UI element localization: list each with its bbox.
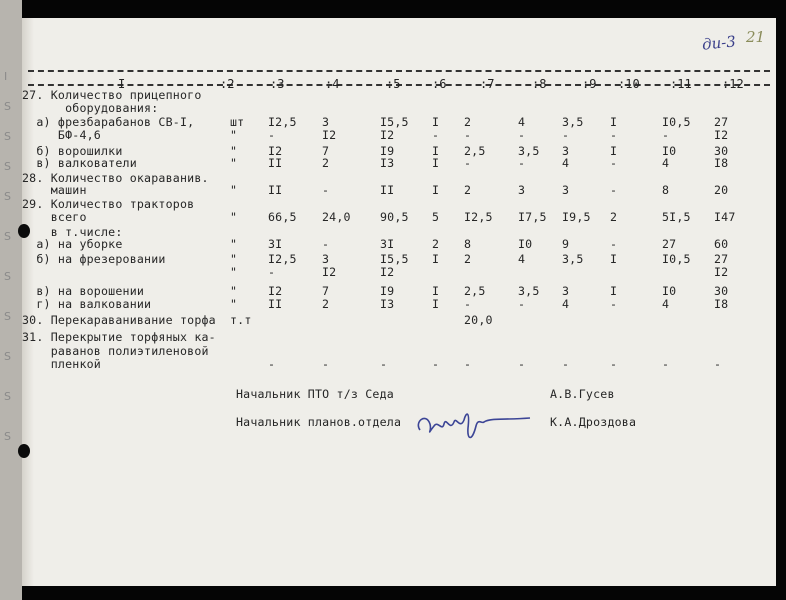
row-label: 28. Количество окараванив. [22,171,209,185]
table-cell: - [518,297,526,311]
row-label: в т.числе: [22,225,123,239]
table-cell: - [432,357,440,371]
col-header: :7 [480,77,495,91]
row-label: БФ-4,6 [22,128,101,142]
table-cell: 2 [464,115,472,129]
table-cell: I [432,252,440,266]
table-cell: - [380,357,388,371]
chief-title: Начальник ПТО т/з Седа [236,387,394,401]
table-cell: 30 [714,284,729,298]
table-cell: 27 [662,237,677,251]
row-label: б) ворошилки [22,144,123,158]
table-cell: - [518,156,526,170]
table-cell: 3 [562,144,570,158]
table-cell: - [464,156,472,170]
row-unit: " [230,210,238,224]
row-label: пленкой [22,357,101,371]
table-cell: I2 [322,128,337,142]
table-cell: - [322,237,330,251]
row-label: 30. Перекараванивание торфа [22,313,216,327]
table-cell: - [610,297,618,311]
table-cell: I7,5 [518,210,547,224]
row-unit: шт [230,115,245,129]
row-unit: " [230,183,238,197]
table-cell: I2,5 [268,252,297,266]
table-cell: I [432,144,440,158]
col-header: :10 [618,77,640,91]
row-unit: " [230,144,238,158]
table-cell: 3 [562,284,570,298]
table-cell: 20 [714,183,729,197]
table-cell: I2 [714,265,729,279]
table-cell: 3I [380,237,395,251]
table-cell: 4 [518,115,526,129]
row-label: б) на фрезеровании [22,252,166,266]
table-cell: - [610,128,618,142]
table-cell: 2,5 [464,144,486,158]
table-cell: 20,0 [464,313,493,327]
table-cell: - [518,357,526,371]
table-cell: I9,5 [562,210,591,224]
table-cell: I [610,252,618,266]
table-cell: I [610,144,618,158]
table-cell: I2,5 [464,210,493,224]
table-cell: 7 [322,284,330,298]
table-cell: - [610,183,618,197]
row-label: в) валкователи [22,156,137,170]
table-cell: 27 [714,252,729,266]
table-cell: I47 [714,210,736,224]
table-cell: 4 [662,156,670,170]
row-unit: т.т [230,313,252,327]
table-cell: I5,5 [380,115,409,129]
row-label: 29. Количество тракторов [22,197,195,211]
row-label: а) на уборке [22,237,123,251]
table-cell: - [268,128,276,142]
table-cell: I2,5 [268,115,297,129]
table-cell: - [518,128,526,142]
row-label: в) на ворошении [22,284,145,298]
table-cell: - [268,265,276,279]
table-cell: - [562,357,570,371]
col-header: :6 [432,77,447,91]
table-cell: - [464,128,472,142]
col-header: :8 [532,77,547,91]
table-cell: I0 [518,237,533,251]
table-cell: I2 [322,265,337,279]
chief-name: А.В.Гусев [550,387,615,401]
table-cell: I9 [380,144,395,158]
table-cell: I2 [268,144,283,158]
table-cell: - [662,128,670,142]
table-cell: II [380,183,395,197]
col-header: :11 [670,77,692,91]
row-label: машин [22,183,87,197]
table-cell: 30 [714,144,729,158]
table-cell: 2 [432,237,440,251]
table-cell: - [610,357,618,371]
table-cell: I [610,284,618,298]
table-cell: I0,5 [662,115,691,129]
col-header: :5 [386,77,401,91]
table-cell: 8 [662,183,670,197]
row-unit: " [230,297,238,311]
table-cell: I2 [268,284,283,298]
table-cell: I [432,297,440,311]
table-cell: 4 [662,297,670,311]
table-cell: 3 [322,252,330,266]
row-unit: " [230,237,238,251]
row-unit: " [230,252,238,266]
table-cell: 7 [322,144,330,158]
table-cell: I [432,156,440,170]
table-cell: I0 [662,144,677,158]
planning-title: Начальник планов.отдела [236,415,402,429]
table-cell: - [662,357,670,371]
table-cell: I [432,183,440,197]
table-cell: 24,0 [322,210,351,224]
table-cell: - [268,357,276,371]
table-cell: 5I,5 [662,210,691,224]
table-cell: 2 [322,156,330,170]
table-cell: - [322,357,330,371]
col-header: :12 [722,77,744,91]
row-label: раванов полиэтиленовой [22,344,209,358]
table-cell: I0,5 [662,252,691,266]
table-cell: I2 [714,128,729,142]
table-cell: 5 [432,210,440,224]
row-unit: " [230,128,238,142]
table-cell: 3,5 [562,252,584,266]
col-header: :2 [220,77,235,91]
table-cell: 3 [518,183,526,197]
table-cell: - [610,237,618,251]
table-cell: I [432,115,440,129]
row-label: а) фрезбарабанов СВ-I, [22,115,195,129]
table-cell: I3 [380,297,395,311]
table-cell: 2 [464,183,472,197]
binder-strip: I S S S S S S S S S S [0,0,22,600]
table-cell: 66,5 [268,210,297,224]
table-cell: 3 [322,115,330,129]
row-label: 31. Перекрытие торфяных ка- [22,330,216,344]
table-cell: - [464,357,472,371]
row-label: г) на валковании [22,297,152,311]
table-cell: 2 [464,252,472,266]
row-label: 27. Количество прицепного [22,88,202,102]
table-cell: - [432,128,440,142]
table-cell: I2 [380,128,395,142]
table-cell: I [432,284,440,298]
col-header: :9 [582,77,597,91]
table-cell: 4 [518,252,526,266]
table-cell: - [562,128,570,142]
table-cell: 3,5 [518,144,540,158]
col-header-1: I [118,77,126,91]
table-cell: 3 [562,183,570,197]
page-number: 21 [746,28,766,46]
table-cell: - [714,357,722,371]
table-cell: - [610,156,618,170]
table-cell: 3,5 [562,115,584,129]
header-rule-top [28,70,770,72]
table-cell: 8 [464,237,472,251]
col-header: :3 [270,77,285,91]
col-header: :4 [325,77,340,91]
table-cell: 9 [562,237,570,251]
table-cell: - [322,183,330,197]
table-cell: I3 [380,156,395,170]
row-label: оборудования: [22,101,159,115]
table-cell: 3I [268,237,283,251]
table-cell: 2 [322,297,330,311]
row-unit: " [230,284,238,298]
table-cell: II [268,297,283,311]
table-cell: 27 [714,115,729,129]
table-cell: I2 [380,265,395,279]
table-cell: I8 [714,297,729,311]
table-cell: 4 [562,156,570,170]
handwritten-signature [412,402,532,448]
table-cell: II [268,156,283,170]
row-label: всего [22,210,87,224]
table-cell: I0 [662,284,677,298]
table-cell: I [610,115,618,129]
table-cell: I5,5 [380,252,409,266]
row-unit: " [230,265,238,279]
table-cell: 60 [714,237,729,251]
document-sheet [22,18,776,586]
planning-name: К.А.Дроздова [550,415,637,429]
table-cell: I9 [380,284,395,298]
table-cell: - [464,297,472,311]
handwritten-note: ди-3 [701,32,737,54]
row-unit: " [230,156,238,170]
table-cell: 3,5 [518,284,540,298]
table-cell: 4 [562,297,570,311]
table-cell: I8 [714,156,729,170]
table-cell: 90,5 [380,210,409,224]
table-cell: 2,5 [464,284,486,298]
table-cell: II [268,183,283,197]
table-cell: 2 [610,210,618,224]
punch-hole [18,444,30,458]
